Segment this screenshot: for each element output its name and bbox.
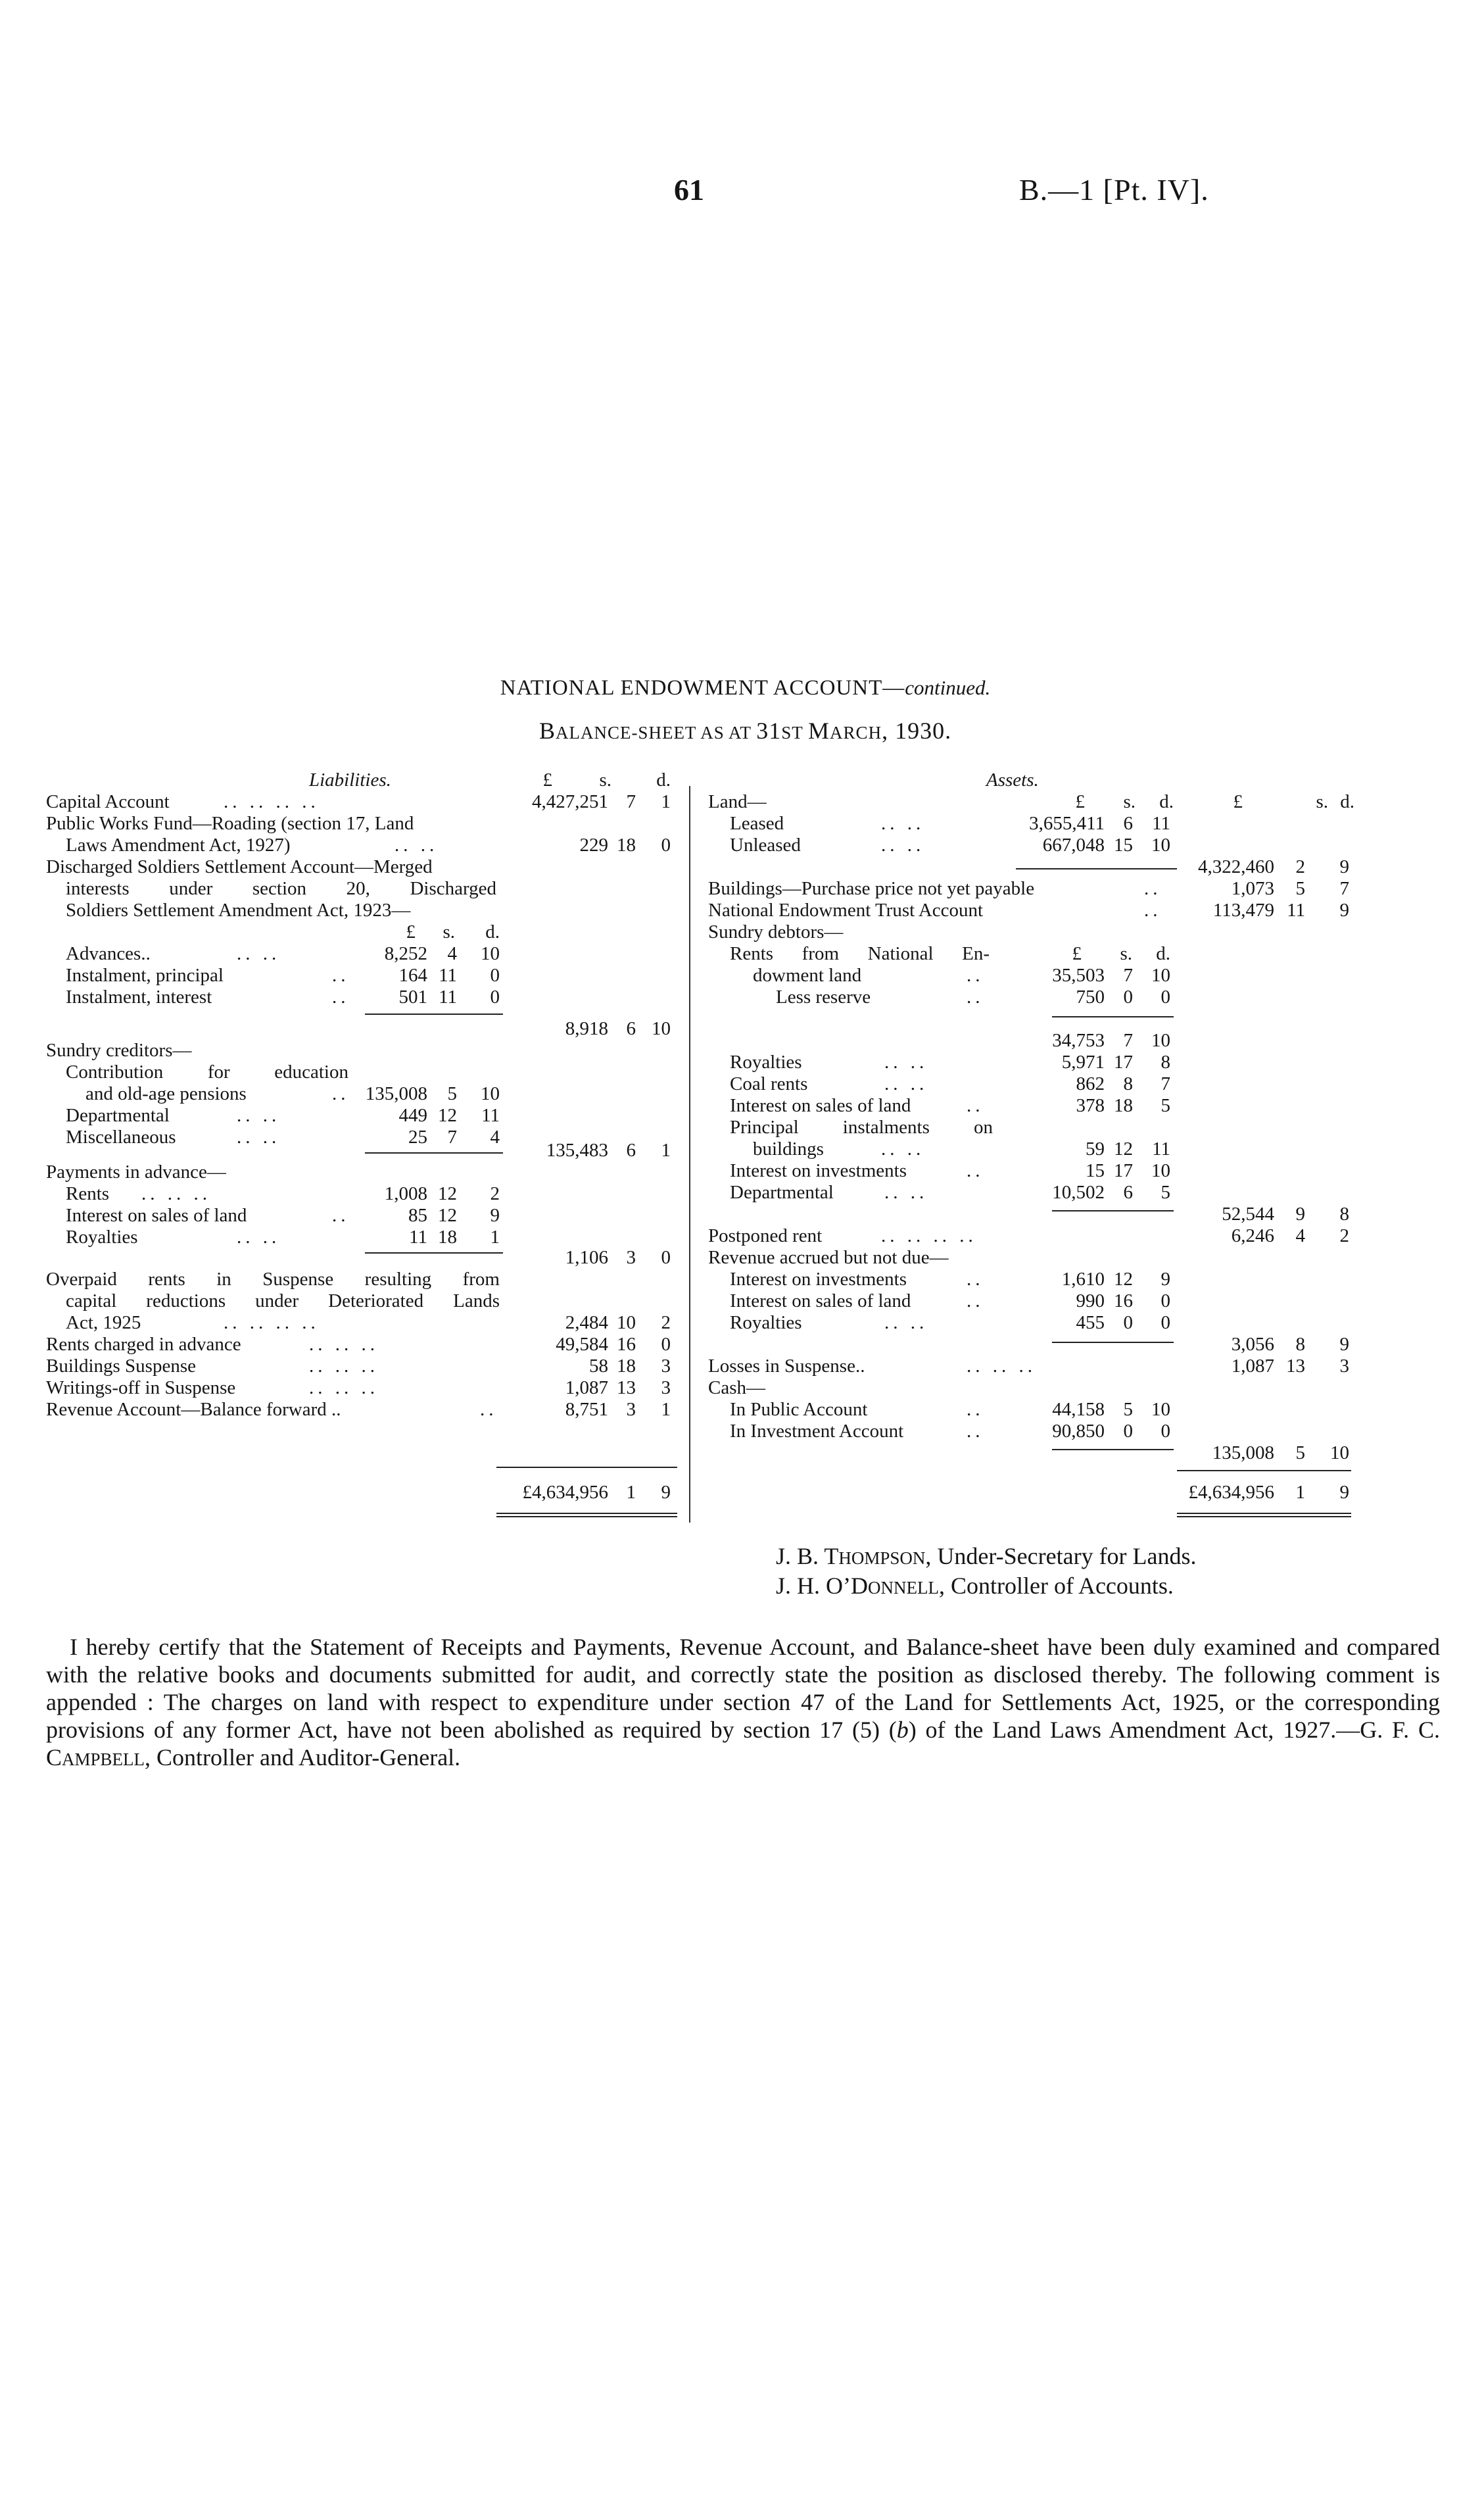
rents-d: 2 <box>490 1183 500 1204</box>
account-title: NATIONAL ENDOWMENT ACCOUNT—continued. <box>500 676 991 700</box>
assets-grand-total-l: £4,634,956 <box>1188 1482 1274 1503</box>
rents-charged-l: 49,584 <box>556 1334 608 1355</box>
debtors-royalties-d: 8 <box>1161 1052 1170 1073</box>
losses-suspense-label: Losses in Suspense.. <box>708 1356 865 1377</box>
contribution-s: 5 <box>447 1083 457 1104</box>
departmental-l: 449 <box>398 1105 427 1126</box>
advances-d: 10 <box>481 943 500 964</box>
leased-s: 6 <box>1123 813 1133 834</box>
accrued-sales-l: 990 <box>1076 1290 1105 1311</box>
sundry-total-s: 6 <box>626 1140 636 1161</box>
rents-l: 1,008 <box>384 1183 427 1204</box>
leased-l: 3,655,411 <box>1029 813 1105 834</box>
signature-under-secretary: J. B. THOMPSON, Under-Secretary for Lands. <box>776 1543 1197 1569</box>
debtors-sub-col-pounds: £ <box>1072 943 1082 964</box>
cash-total-d: 10 <box>1330 1442 1349 1463</box>
sub-col-pence: d. <box>485 921 500 942</box>
coal-rents-label: Coal rents <box>730 1073 808 1094</box>
public-account-l: 44,158 <box>1052 1399 1105 1420</box>
discharged-label-3: Soldiers Settlement Amendment Act, 1923— <box>66 900 411 921</box>
rents-s: 12 <box>438 1183 457 1204</box>
revenue-balance-l: 8,751 <box>565 1399 608 1420</box>
leased-label: Leased <box>730 813 784 834</box>
assets-col-pounds: £ <box>1233 791 1243 812</box>
less-reserve-s: 0 <box>1123 987 1133 1008</box>
interest-sales-s: 12 <box>438 1205 457 1226</box>
col-pence: d. <box>656 770 671 791</box>
accrued-sales-s: 16 <box>1114 1290 1133 1311</box>
instalment-interest-s: 11 <box>439 987 457 1008</box>
overpaid-l: 2,484 <box>565 1312 608 1333</box>
rents-national-l: 35,503 <box>1052 965 1105 986</box>
accrued-total-d: 9 <box>1339 1334 1349 1355</box>
revenue-balance-d: 1 <box>661 1399 671 1420</box>
public-account-label: In Public Account <box>730 1399 868 1420</box>
rents-national-label-2: dowment land <box>753 965 862 986</box>
land-total-d: 9 <box>1339 856 1349 877</box>
royalties-d: 1 <box>490 1227 500 1248</box>
payments-total-s: 3 <box>626 1247 636 1268</box>
instalment-principal-l: 164 <box>398 965 427 986</box>
debtors-interest-sales-s: 18 <box>1114 1095 1133 1116</box>
instalment-interest-l: 501 <box>398 987 427 1008</box>
royalties-s: 18 <box>438 1227 457 1248</box>
assets-sub-col-shillings: s. <box>1123 791 1136 812</box>
assets-departmental-d: 5 <box>1161 1182 1170 1203</box>
investment-account-d: 0 <box>1161 1421 1170 1442</box>
public-account-d: 10 <box>1151 1399 1170 1420</box>
buildings-purchase-l: 1,073 <box>1231 878 1274 899</box>
assets-sub-col-pounds: £ <box>1075 791 1085 812</box>
trust-account-s: 11 <box>1287 900 1305 921</box>
interest-investments-d: 10 <box>1151 1160 1170 1181</box>
revenue-balance-s: 3 <box>626 1399 636 1420</box>
advances-label: Advances.. <box>66 943 151 964</box>
buildings-purchase-d: 7 <box>1339 878 1349 899</box>
investment-account-s: 0 <box>1123 1421 1133 1442</box>
writings-off-s: 13 <box>617 1377 636 1398</box>
writings-off-d: 3 <box>661 1377 671 1398</box>
buildings-suspense-label: Buildings Suspense <box>46 1356 196 1377</box>
principal-instalments-d: 11 <box>1152 1138 1170 1160</box>
public-works-label-1: Public Works Fund—Roading (section 17, Land <box>46 813 414 834</box>
overpaid-s: 10 <box>617 1312 636 1333</box>
postponed-rent-d: 2 <box>1339 1225 1349 1246</box>
accrued-royalties-s: 0 <box>1123 1312 1133 1333</box>
discharged-total-s: 6 <box>626 1018 636 1039</box>
payments-advance-label: Payments in advance— <box>46 1161 226 1183</box>
land-total-s: 2 <box>1295 856 1305 877</box>
instalment-interest-label: Instalment, interest <box>66 987 212 1008</box>
rents-net-d: 10 <box>1151 1030 1170 1051</box>
trust-account-l: 113,479 <box>1212 900 1274 921</box>
buildings-suspense-d: 3 <box>661 1356 671 1377</box>
debtors-royalties-l: 5,971 <box>1061 1052 1105 1073</box>
coal-rents-l: 862 <box>1076 1073 1105 1094</box>
assets-col-shillings: s. <box>1316 791 1328 812</box>
miscellaneous-d: 4 <box>490 1127 500 1148</box>
capital-l: 4,427,251 <box>532 791 608 812</box>
interest-investments-label: Interest on investments <box>730 1160 907 1181</box>
debtors-total-d: 8 <box>1339 1204 1349 1225</box>
trust-account-label: National Endowment Trust Account <box>708 900 984 921</box>
balance-sheet-title: BALANCE-SHEET AS AT 31ST MARCH, 1930. <box>539 718 952 744</box>
debtors-interest-sales-label: Interest on sales of land <box>730 1095 911 1116</box>
miscellaneous-label: Miscellaneous <box>66 1127 176 1148</box>
public-works-label-2: Laws Amendment Act, 1927) <box>66 835 291 856</box>
losses-suspense-l: 1,087 <box>1231 1356 1274 1377</box>
cash-label: Cash— <box>708 1377 765 1398</box>
liabilities-grand-total-d: 9 <box>661 1482 671 1503</box>
sundry-total-l: 135,483 <box>546 1140 608 1161</box>
losses-suspense-d: 3 <box>1339 1356 1349 1377</box>
liabilities-heading: Liabilities. <box>309 770 391 791</box>
document-reference: B.—1 [Pt. IV]. <box>1019 173 1209 207</box>
instalment-interest-d: 0 <box>490 987 500 1008</box>
capital-account-label: Capital Account <box>46 791 170 812</box>
interest-investments-l: 15 <box>1086 1160 1105 1181</box>
accrued-investments-label: Interest on investments <box>730 1269 907 1290</box>
cash-total-s: 5 <box>1295 1442 1305 1463</box>
accrued-total-l: 3,056 <box>1231 1334 1274 1355</box>
discharged-total-l: 8,918 <box>565 1018 608 1039</box>
discharged-total-d: 10 <box>652 1018 671 1039</box>
signature-controller-accounts: J. H. O’DONNELL, Controller of Accounts. <box>776 1573 1174 1599</box>
rents-charged-label: Rents charged in advance <box>46 1334 241 1355</box>
interest-investments-s: 17 <box>1114 1160 1133 1181</box>
buildings-purchase-s: 5 <box>1295 878 1305 899</box>
payments-total-d: 0 <box>661 1247 671 1268</box>
public-account-s: 5 <box>1123 1399 1133 1420</box>
debtors-royalties-label: Royalties <box>730 1052 802 1073</box>
accrued-royalties-l: 455 <box>1076 1312 1105 1333</box>
debtors-sub-col-shillings: s. <box>1120 943 1132 964</box>
rents-charged-d: 0 <box>661 1334 671 1355</box>
debtors-interest-sales-d: 5 <box>1161 1095 1170 1116</box>
departmental-s: 12 <box>438 1105 457 1126</box>
col-pounds: £ <box>542 770 552 791</box>
audit-certificate: I hereby certify that the Statement of Receipts and Payments, Revenue Account, and Balance-sheet have been duly examined and compared with the relative books and documents submitted for audit, and correctly state the position as disclosed thereby. The following comment is appended : The charges on land with respect to expenditure under section 47 of the Land for Settlements Act, 1925, or the corresponding provisions of any former Act, have not been abolished as required by section 17 (5) (b) of the Land Laws Amendment Act, 1927.—G. F. C. CAMPBELL, Controller and Auditor-General. <box>46 1634 1440 1771</box>
land-total-l: 4,322,460 <box>1198 856 1274 877</box>
accrued-sales-label: Interest on sales of land <box>730 1290 911 1311</box>
capital-s: 7 <box>626 791 636 812</box>
miscellaneous-l: 25 <box>408 1127 427 1148</box>
public-works-s: 18 <box>617 835 636 856</box>
instalment-principal-d: 0 <box>490 965 500 986</box>
postponed-rent-s: 4 <box>1295 1225 1305 1246</box>
public-works-d: 0 <box>661 835 671 856</box>
accrued-total-s: 8 <box>1295 1334 1305 1355</box>
trust-account-d: 9 <box>1339 900 1349 921</box>
accrued-royalties-label: Royalties <box>730 1312 802 1333</box>
contribution-d: 10 <box>481 1083 500 1104</box>
royalties-l: 11 <box>409 1227 427 1248</box>
rents-charged-s: 16 <box>617 1334 636 1355</box>
revenue-balance-label: Revenue Account—Balance forward .. <box>46 1399 341 1420</box>
writings-off-label: Writings-off in Suspense <box>46 1377 236 1398</box>
assets-grand-total-s: 1 <box>1295 1482 1305 1503</box>
debtors-interest-sales-l: 378 <box>1076 1095 1105 1116</box>
less-reserve-d: 0 <box>1161 987 1170 1008</box>
sundry-total-d: 1 <box>661 1140 671 1161</box>
assets-heading: Assets. <box>986 770 1039 791</box>
assets-col-pence: d. <box>1340 791 1354 812</box>
revenue-accrued-label: Revenue accrued but not due— <box>708 1247 949 1268</box>
liabilities-grand-total-l: £4,634,956 <box>522 1482 608 1503</box>
unleased-s: 15 <box>1114 835 1133 856</box>
rents-national-d: 10 <box>1151 965 1170 986</box>
assets-departmental-label: Departmental <box>730 1182 834 1203</box>
page-number: 61 <box>674 173 704 207</box>
buildings-purchase-label: Buildings—Purchase price not yet payable <box>708 878 1035 899</box>
rents-national-s: 7 <box>1123 965 1133 986</box>
debtors-sub-col-pence: d. <box>1156 943 1170 964</box>
col-shillings: s. <box>599 770 611 791</box>
debtors-total-l: 52,544 <box>1222 1204 1274 1225</box>
public-works-l: 229 <box>579 835 608 856</box>
unleased-d: 10 <box>1151 835 1170 856</box>
rents-national-label-1: Rents from National En- <box>730 943 990 964</box>
buildings-suspense-l: 58 <box>589 1356 608 1377</box>
principal-instalments-l: 59 <box>1086 1138 1105 1160</box>
losses-suspense-s: 13 <box>1286 1356 1305 1377</box>
principal-instalments-s: 12 <box>1114 1138 1133 1160</box>
departmental-d: 11 <box>481 1105 500 1126</box>
principal-instalments-label-2: buildings <box>753 1138 824 1160</box>
instalment-principal-s: 11 <box>439 965 457 986</box>
rents-net-s: 7 <box>1123 1030 1133 1051</box>
accrued-sales-d: 0 <box>1161 1290 1170 1311</box>
less-reserve-l: 750 <box>1076 987 1105 1008</box>
interest-sales-l: 85 <box>408 1205 427 1226</box>
advances-l: 8,252 <box>384 943 427 964</box>
instalment-principal-label: Instalment, principal <box>66 965 224 986</box>
interest-sales-d: 9 <box>490 1205 500 1226</box>
buildings-suspense-s: 18 <box>617 1356 636 1377</box>
departmental-label: Departmental <box>66 1105 170 1126</box>
accrued-royalties-d: 0 <box>1161 1312 1170 1333</box>
royalties-label: Royalties <box>66 1227 138 1248</box>
miscellaneous-s: 7 <box>447 1127 457 1148</box>
assets-departmental-s: 6 <box>1123 1182 1133 1203</box>
contribution-label-1: Contribution for education <box>66 1062 348 1083</box>
overpaid-label-2: capital reductions under Deteriorated Lands <box>66 1290 500 1311</box>
sub-col-shillings: s. <box>443 921 455 942</box>
postponed-rent-l: 6,246 <box>1231 1225 1274 1246</box>
discharged-label-1: Discharged Soldiers Settlement Account—Merged <box>46 856 433 877</box>
accrued-investments-l: 1,610 <box>1061 1269 1105 1290</box>
debtors-total-s: 9 <box>1295 1204 1305 1225</box>
leased-d: 11 <box>1152 813 1170 834</box>
unleased-label: Unleased <box>730 835 801 856</box>
capital-d: 1 <box>661 791 671 812</box>
coal-rents-d: 7 <box>1161 1073 1170 1094</box>
rents-net-l: 34,753 <box>1052 1030 1105 1051</box>
assets-departmental-l: 10,502 <box>1052 1182 1105 1203</box>
overpaid-label-3: Act, 1925 <box>66 1312 141 1333</box>
debtors-royalties-s: 17 <box>1114 1052 1133 1073</box>
sub-col-pounds: £ <box>406 921 416 942</box>
interest-sales-label: Interest on sales of land <box>66 1205 247 1226</box>
overpaid-d: 2 <box>661 1312 671 1333</box>
coal-rents-s: 8 <box>1123 1073 1133 1094</box>
liabilities-grand-total-s: 1 <box>626 1482 636 1503</box>
unleased-l: 667,048 <box>1042 835 1105 856</box>
writings-off-l: 1,087 <box>565 1377 608 1398</box>
sundry-debtors-label: Sundry debtors— <box>708 921 844 942</box>
assets-grand-total-d: 9 <box>1339 1482 1349 1503</box>
less-reserve-label: Less reserve <box>776 987 871 1008</box>
sundry-creditors-label: Sundry creditors— <box>46 1040 192 1061</box>
accrued-investments-s: 12 <box>1114 1269 1133 1290</box>
investment-account-l: 90,850 <box>1052 1421 1105 1442</box>
principal-instalments-label-1: Principal instalments on <box>730 1117 993 1138</box>
investment-account-label: In Investment Account <box>730 1421 904 1442</box>
cash-total-l: 135,008 <box>1212 1442 1274 1463</box>
assets-sub-col-pence: d. <box>1159 791 1174 812</box>
rents-label: Rents <box>66 1183 110 1204</box>
postponed-rent-label: Postponed rent <box>708 1225 823 1246</box>
payments-total-l: 1,106 <box>565 1247 608 1268</box>
column-divider <box>689 786 690 1523</box>
advances-s: 4 <box>447 943 457 964</box>
land-label: Land— <box>708 791 767 812</box>
accrued-investments-d: 9 <box>1161 1269 1170 1290</box>
discharged-label-2: interests under section 20, Discharged <box>66 878 496 899</box>
contribution-label-2: and old-age pensions <box>85 1083 247 1104</box>
contribution-l: 135,008 <box>365 1083 427 1104</box>
overpaid-label-1: Overpaid rents in Suspense resulting from <box>46 1269 500 1290</box>
